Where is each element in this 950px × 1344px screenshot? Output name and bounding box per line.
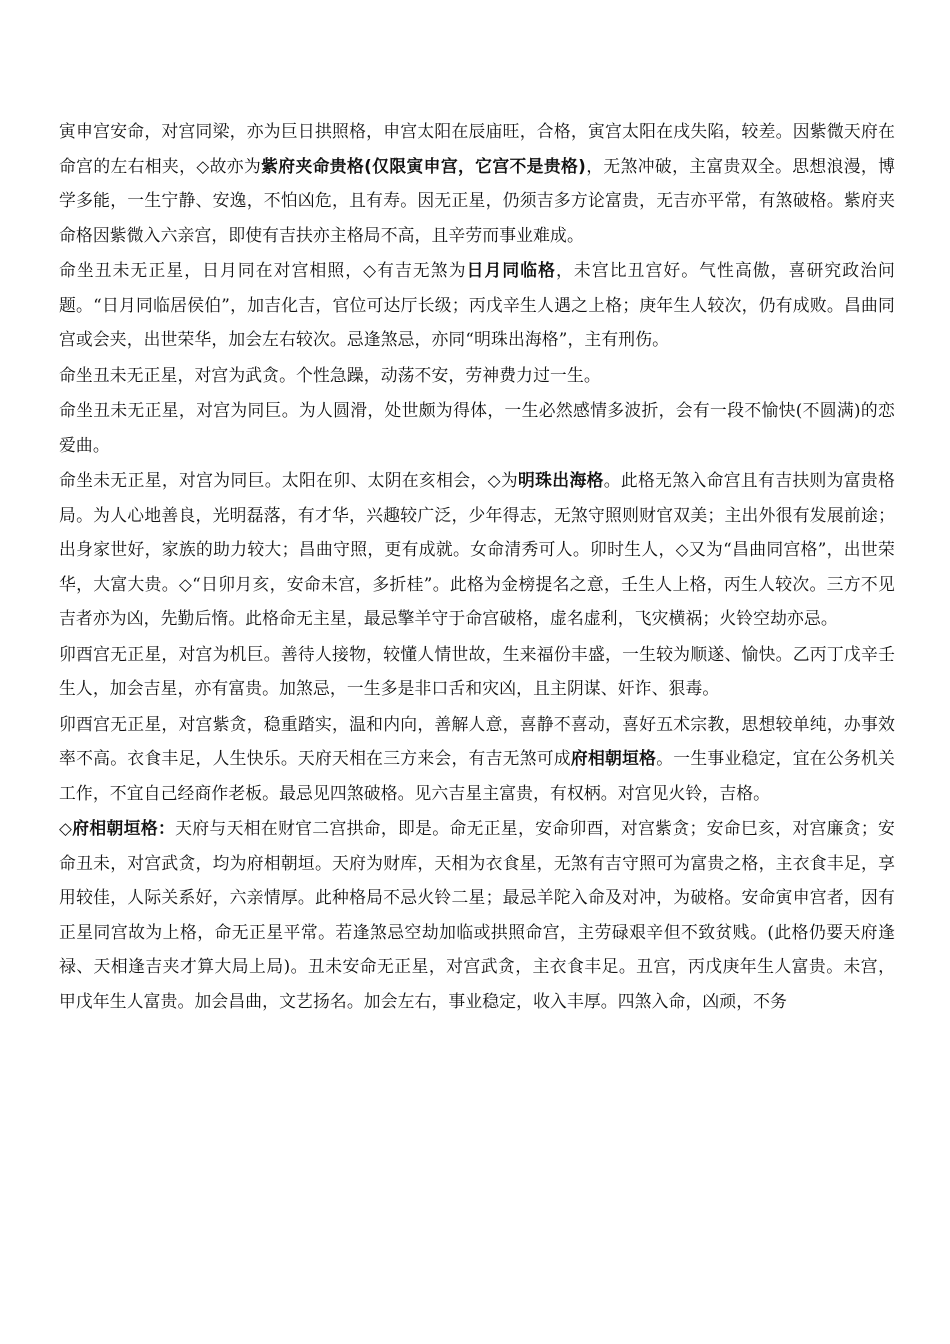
paragraph-text: 卯酉宫无正星，对宫紫贪，稳重踏实，温和内向，善解人意，喜静不喜动，喜好五术宗教，思想较单纯，办事效率不高。衣食丰足，人生快乐。天府天相在三方来会，有吉无煞可成 <box>59 713 895 768</box>
pattern-term: 日月同临格 <box>466 260 557 280</box>
paragraph-2 <box>59 253 895 357</box>
paragraph-7 <box>59 707 895 811</box>
paragraph-text: 。此格无煞入命宫且有吉扶则为富贵格局。为人心地善良，光明磊落，有才华，兴趣较广泛，少年得志，无煞守照则财官双美；主出外很有发展前途；出身家世好，家族的助力较大；昌曲守照，更有成就。女命清秀可人。卯时生人，◇又为“昌曲同宫格”，出世荣华，大富大贵。◇“日卯月亥，安命未宫，多折桂”。此格为金榜提名之意，壬生人上格，丙生人较次。三方不见吉者亦为凶，先勤后惰。此格命无主星，最忌擎羊守于命宫破格，虚名虚利，飞灾横祸；火铃空劫亦忌。 <box>59 470 895 628</box>
pattern-term: 明珠出海格 <box>518 470 604 490</box>
paragraph-6 <box>59 637 895 706</box>
paragraph-text: ，无煞冲破，主富贵双全。思想浪漫，博学多能，一生宁静、安逸，不怕凶危，且有寿。因无正星，仍须吉多方论富贵，无吉亦平常，有煞破格。紫府夹命格因紫微入六亲宫，即使有吉扶亦主格局不高，且辛劳而事业难成。 <box>59 155 895 245</box>
paragraph-text: 天府与天相在财官二宫拱命，即是。命无正星，安命卯酉，对宫紫贪；安命巳亥，对宫廉贪；安命丑未，对宫武贪，均为府相朝垣。天府为财库，天相为衣食星，无煞有吉守照可为富贵之格，主衣食丰足，享用较佳，人际关系好，六亲情厚。此种格局不忌火铃二星；最忌羊陀入命及对冲，为破格。安命寅申宫者，因有正星同宫故为上格，命无正星平常。若逢煞忌空劫加临或拱照命宫，主劳碌艰辛但不致贫贱。(此格仍要天府逢禄、天相逢吉夹才算大局上局)。丑未安命无正星，对宫武贪，主衣食丰足。丑宫，丙戊庚年生人富贵。未宫，甲戊年生人富贵。加会昌曲，文艺扬名。加会左右，事业稳定，收入丰厚。四煞入命，凶顽，不务 <box>59 818 895 1011</box>
paragraph-text: 。一生事业稳定，宜在公务机关工作，不宜自己经商作老板。最忌见四煞破格。见六吉星主富贵，有权柄。对宫见火铃，吉格。 <box>59 748 895 803</box>
paragraph-4 <box>59 393 895 462</box>
paragraph-text: 命坐丑未无正星，对宫为武贪。个性急躁，动荡不安，劳神费力过一生。 <box>59 364 601 385</box>
pattern-term: 府相朝垣格 <box>570 748 657 768</box>
paragraph-text: 寅申宫安命，对宫同梁，亦为巨日拱照格，申宫太阳在辰庙旺，合格，寅宫太阳在戌失陷，较差。因紫微天府在命宫的左右相夹，◇故亦为 <box>59 121 895 176</box>
paragraph-text: 卯酉宫无正星，对宫为机巨。善待人接物，较懂人情世故，生来福份丰盛，一生较为顺遂、愉快。乙丙丁戊辛壬生人，加会吉星，亦有富贵。加煞忌，一生多是非口舌和灾凶，且主阴谋、奸诈、狠毒。 <box>59 643 895 698</box>
paragraph-1 <box>59 114 895 252</box>
paragraph-text: 命坐未无正星，对宫为同巨。太阳在卯、太阴在亥相会，◇为 <box>59 470 519 490</box>
pattern-term: 紫府夹命贵格(仅限寅申宫，它宫不是贵格) <box>261 155 586 176</box>
paragraph-text: 命坐丑未无正星，日月同在对宫相照，◇有吉无煞为 <box>59 260 467 280</box>
paragraph-text: ，未宫比丑宫好。气性高傲，喜研究政治问题。“日月同临居侯伯”，加吉化吉，官位可达厅长级；丙戊辛生人遇之上格；庚年生人较次，仍有成败。昌曲同宫或会夹，出世荣华，加会左右较次。忌逢煞忌，亦同“明珠出海格”，主有刑伤。 <box>59 260 895 349</box>
document-body <box>59 114 895 1019</box>
paragraph-3 <box>59 358 895 393</box>
paragraph-8 <box>59 811 895 1018</box>
pattern-heading: ◇府相朝垣格： <box>59 818 176 838</box>
paragraph-5 <box>59 463 895 636</box>
paragraph-text: 命坐丑未无正星，对宫为同巨。为人圆滑，处世颇为得体，一生必然感情多波折，会有一段不愉快(不圆满)的恋爱曲。 <box>59 400 895 455</box>
